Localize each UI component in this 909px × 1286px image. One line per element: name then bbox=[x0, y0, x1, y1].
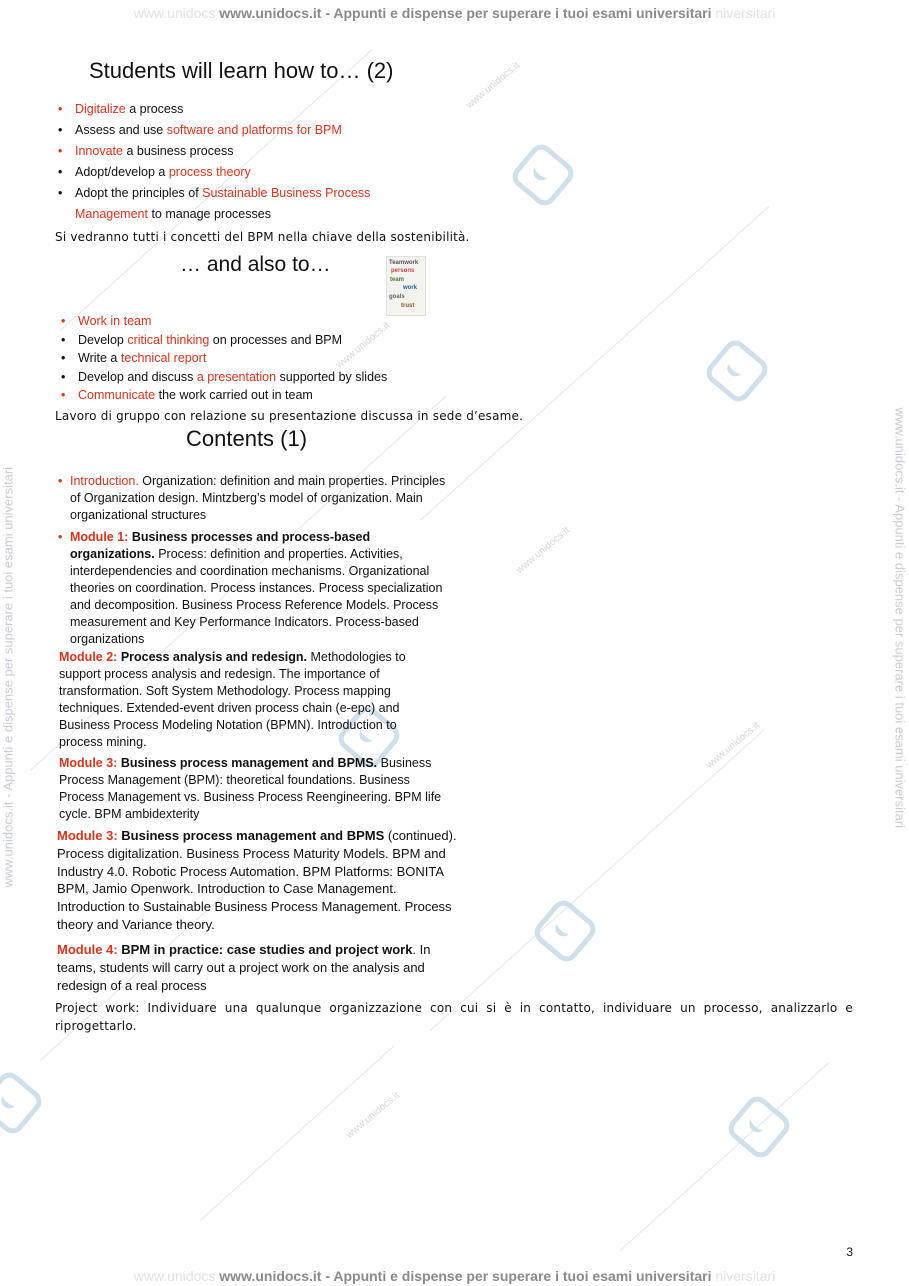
contents-module-1 bbox=[58, 529, 455, 648]
learn-list bbox=[55, 99, 415, 225]
banner-ghost-right: niversitari bbox=[715, 1268, 776, 1284]
section-text: Methodologies to support process analysis and redesign. The importance of transformation. Soft System Methodology. Process mapping techniques. Extended-event driven process chain (e-epc) and Business Process Modeling Notation (BPMN). Introduction to process mining. bbox=[59, 650, 406, 749]
section-heading: Business process management and BPMS. bbox=[117, 756, 378, 770]
list-item: • Work in team bbox=[58, 312, 438, 331]
section-text: . In teams, students will carry out a project work on the analysis and redesign of a real process bbox=[57, 942, 431, 993]
watermark-small-text: www.unidocs.it bbox=[704, 720, 762, 771]
left-side-watermark: www.unidocs.it - Appunti e dispense per superare i tuoi esami universitari bbox=[0, 466, 16, 888]
section-text: Organization: definition and main properties. Principles of Organization design. Mintzberg’s model of organization. Main organizational structures bbox=[70, 474, 446, 522]
contents-module-3 bbox=[59, 755, 444, 823]
list-item: • Innovate a business process bbox=[55, 141, 415, 162]
unidocs-logo-icon bbox=[702, 336, 772, 406]
section-text: Process: definition and properties. Activities, interdependencies and coordination mechanisms. Organizational theories on coordination. Process instances. Process specialization and decomposition. Business Process Reference Models. Process measurement and Key Performance Indicators. Process-based organizations bbox=[70, 547, 443, 646]
top-watermark-banner bbox=[0, 5, 909, 21]
section-heading: Process analysis and redesign. bbox=[117, 650, 308, 664]
list-item: • Write a technical report bbox=[58, 349, 438, 368]
right-side-watermark: www.unidocs.it - Appunti e dispense per superare i tuoi esami universitari bbox=[892, 407, 908, 829]
banner-ghost-left: www.unidocs bbox=[133, 1268, 216, 1284]
list-item: • Adopt/develop a process theory bbox=[55, 162, 415, 183]
page-number: 3 bbox=[846, 1245, 853, 1259]
watermark-line bbox=[620, 1063, 829, 1251]
also-note: Lavoro di gruppo con relazione su presentazione discussa in sede d’esame. bbox=[55, 409, 524, 423]
section-label: Module 3: bbox=[59, 756, 118, 770]
list-item: • Communicate the work carried out in team bbox=[58, 386, 438, 405]
section-label: Module 1: bbox=[70, 530, 129, 544]
watermark-line bbox=[200, 1046, 394, 1221]
contents-introduction bbox=[58, 473, 455, 524]
watermark-small-text: www.unidocs.it bbox=[514, 525, 572, 576]
contents-module-4 bbox=[57, 941, 462, 994]
section-label: Module 3: bbox=[57, 828, 118, 843]
also-list bbox=[58, 312, 438, 405]
banner-text: www.unidocs.it - Appunti e dispense per superare i tuoi esami universitari bbox=[219, 1268, 712, 1284]
learn-note: Si vedranno tutti i concetti del BPM nella chiave della sostenibilità. bbox=[55, 230, 470, 244]
watermark-small-text: www.unidocs.it bbox=[344, 1090, 402, 1141]
slide-title: Contents (1) bbox=[186, 426, 308, 451]
banner-ghost-right: niversitari bbox=[715, 5, 776, 21]
list-item: • Adopt the principles of Sustainable Business Process Management to manage processes bbox=[55, 183, 405, 225]
bullet: • bbox=[58, 530, 63, 544]
list-item: • Develop critical thinking on processes and BPM bbox=[58, 331, 438, 350]
bottom-watermark-banner bbox=[0, 1268, 909, 1284]
bullet: • bbox=[58, 474, 63, 488]
project-work-note: Project work: Individuare una qualunque organizzazione con cui si è in contatto, individuare un processo, analizzarlo e riprogettarlo. bbox=[55, 1001, 853, 1033]
section-label: Module 4: bbox=[57, 942, 118, 957]
section-heading: Business process management and BPMS bbox=[117, 828, 385, 843]
watermark-small-text: www.unidocs.it bbox=[334, 320, 392, 371]
unidocs-logo-icon bbox=[530, 896, 600, 966]
contents-module-3-continued bbox=[57, 827, 467, 934]
watermark-line bbox=[430, 729, 765, 1031]
unidocs-logo-icon bbox=[0, 1068, 46, 1138]
banner-ghost-left: www.unidocs bbox=[133, 5, 216, 21]
list-item: • Assess and use software and platforms for BPM bbox=[55, 120, 415, 141]
contents-module-2 bbox=[59, 649, 439, 751]
teamwork-word-cloud: Teamwork persons team work goals trust bbox=[386, 256, 426, 316]
banner-text: www.unidocs.it - Appunti e dispense per superare i tuoi esami universitari bbox=[219, 5, 712, 21]
unidocs-logo-icon bbox=[508, 140, 578, 210]
section-label: Introduction. bbox=[70, 474, 139, 488]
list-item: • Digitalize a process bbox=[55, 99, 415, 120]
section-text: (continued). Process digitalization. Business Process Maturity Models. BPM and Industry 4.0. Robotic Process Automation. BPM Platforms: BONITA BPM, Jamio Openwork. Introduction to Case Management. Introduction to Sustainable Business Process Management. Process theory and Variance theory. bbox=[57, 828, 457, 932]
section-heading: Business processes and process-based organizations. bbox=[70, 530, 371, 561]
list-item: • Develop and discuss a presentation supported by slides bbox=[58, 368, 438, 387]
section-text: Business Process Management (BPM): theoretical foundations. Business Process Management vs. Business Process Reengineering. BPM life cycle. BPM ambidexterity bbox=[59, 756, 442, 821]
watermark-small-text: www.unidocs.it bbox=[464, 60, 522, 111]
section-label: Module 2: bbox=[59, 650, 118, 664]
slide-title: … and also to… bbox=[180, 253, 331, 276]
slide-title: Students will learn how to… (2) bbox=[89, 58, 394, 83]
section-heading: BPM in practice: case studies and project work bbox=[117, 942, 413, 957]
